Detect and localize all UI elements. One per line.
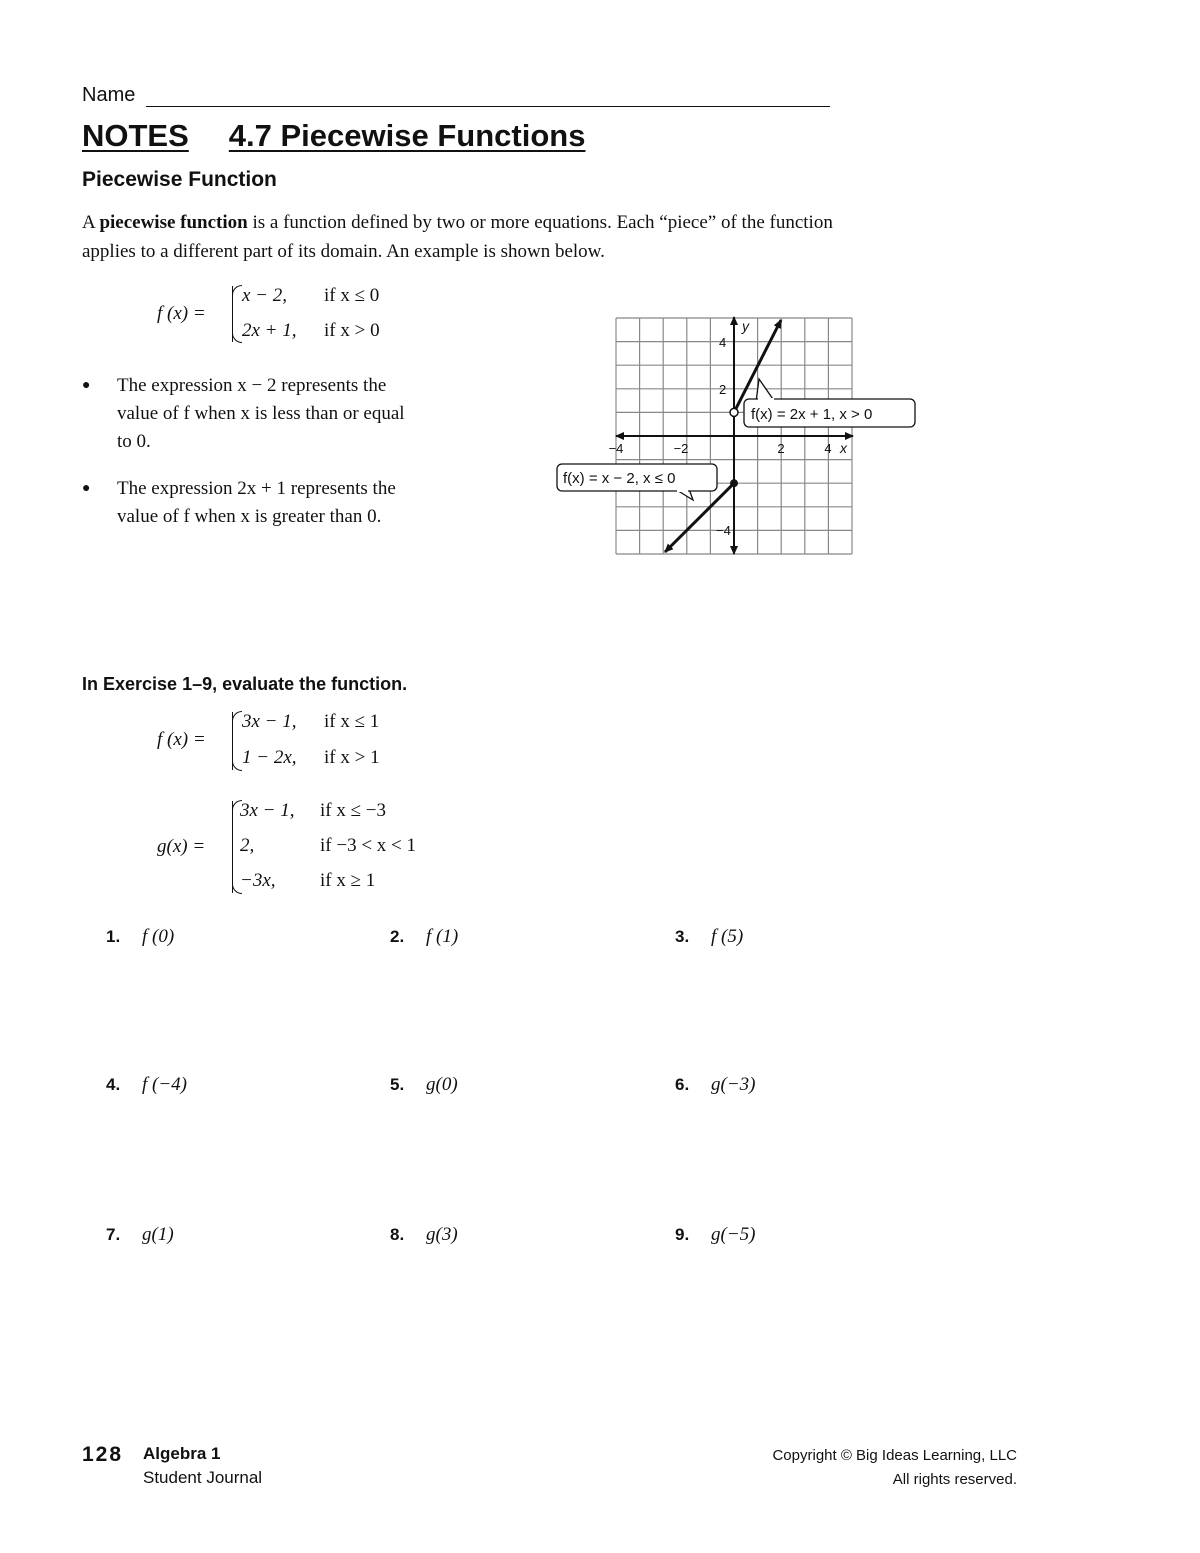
callout-right — [744, 379, 915, 427]
x-tick-label: 2 — [777, 441, 785, 456]
exercise-expression: g(3) — [426, 1224, 458, 1245]
x-axis-label: x — [840, 440, 847, 456]
intro-prefix: A — [82, 212, 100, 233]
exercise-instructions: In Exercise 1–9, evaluate the function. — [82, 674, 408, 694]
exercise-number: 6. — [675, 1075, 690, 1094]
x-tick-label: 4 — [824, 441, 832, 456]
bullet-dot: ● — [82, 481, 91, 496]
bullet-text: The expression 2x + 1 represents the value of f when x is greater than 0. — [117, 478, 396, 527]
example-lhs: f (x) = — [157, 303, 206, 324]
f-lhs: f (x) = — [157, 729, 206, 750]
f-case-2-cond: if x > 1 — [324, 747, 380, 768]
y-tick-label: −4 — [716, 523, 731, 538]
exercise-expression: g(1) — [142, 1224, 174, 1245]
f-case-1-expr: 3x − 1, — [242, 711, 297, 732]
copyright-block — [772, 1444, 1017, 1492]
exercise-item-4 — [106, 1074, 187, 1096]
example-case-1-expr: x − 2, — [242, 285, 288, 306]
page-number: 128 — [82, 1443, 124, 1466]
book-title: Algebra 1 — [143, 1444, 221, 1463]
f-case-2-expr: 1 − 2x, — [242, 747, 297, 768]
graph-axes — [616, 317, 853, 554]
exercise-item-7 — [106, 1224, 174, 1246]
exercise-number: 1. — [106, 927, 121, 946]
name-blank-line[interactable] — [146, 106, 830, 107]
y-tick-label: 4 — [719, 335, 727, 350]
g-lhs: g(x) = — [157, 836, 206, 857]
exercise-item-9 — [675, 1224, 755, 1246]
exercise-item-6 — [675, 1074, 755, 1096]
callout-left-text: f(x) = x − 2, x ≤ 0 — [563, 470, 676, 487]
g-case-1-cond: if x ≤ −3 — [320, 800, 386, 821]
graph-tick-labels — [609, 318, 848, 538]
exercise-number: 9. — [675, 1225, 690, 1244]
bullet-item-1 — [82, 372, 412, 462]
section-heading: Piecewise Function — [82, 168, 277, 191]
closed-endpoint — [730, 479, 738, 487]
line-piece-x-minus-2 — [665, 483, 734, 552]
exercise-item-2 — [390, 926, 458, 948]
open-endpoint — [730, 408, 738, 416]
g-case-2-cond: if −3 < x < 1 — [320, 835, 417, 856]
exercise-item-5 — [390, 1074, 458, 1096]
exercise-expression: f (1) — [426, 926, 459, 947]
exercise-number: 7. — [106, 1225, 121, 1244]
exercise-item-1 — [106, 926, 174, 948]
exercise-number: 4. — [106, 1075, 121, 1094]
rights-text: All rights reserved. — [892, 1471, 1017, 1488]
example-case-2-expr: 2x + 1, — [242, 320, 297, 341]
x-tick-label: −4 — [608, 441, 624, 456]
copyright-text: Copyright © Big Ideas Learning, LLC — [772, 1447, 1017, 1464]
bullet-dot: ● — [82, 378, 91, 393]
y-tick-label: 2 — [719, 382, 727, 397]
exercise-number: 2. — [390, 927, 405, 946]
book-info — [143, 1442, 262, 1490]
exercise-expression: f (5) — [711, 926, 744, 947]
exercise-item-3 — [675, 926, 743, 948]
exercise-expression: f (−4) — [142, 1074, 188, 1095]
exercise-expression: g(−5) — [711, 1224, 756, 1245]
bullet-text: The expression x − 2 represents the value of f when x is less than or equal to 0. — [117, 375, 405, 452]
page-title — [82, 118, 585, 154]
exercise-number: 5. — [390, 1075, 405, 1094]
exercise-expression: f (0) — [142, 926, 175, 947]
exercise-number: 8. — [390, 1225, 405, 1244]
title-topic: 4.7 Piecewise Functions — [228, 118, 586, 153]
g-case-3-expr: −3x, — [240, 870, 276, 891]
intro-rest: is a function defined by two or more equations. Each “piece” of the function applies to a different part of its domain. An example is shown below. — [82, 212, 833, 262]
g-case-3-cond: if x ≥ 1 — [320, 870, 376, 891]
callout-right-text: f(x) = 2x + 1, x > 0 — [751, 406, 873, 423]
example-case-1-cond: if x ≤ 0 — [324, 285, 380, 306]
exercise-item-8 — [390, 1224, 458, 1246]
f-case-1-cond: if x ≤ 1 — [324, 711, 380, 732]
g-case-1-expr: 3x − 1, — [240, 800, 295, 821]
title-notes: NOTES — [82, 118, 189, 153]
g-case-2-expr: 2, — [240, 835, 255, 856]
exercise-number: 3. — [675, 927, 690, 946]
name-label: Name — [82, 84, 136, 106]
intro-term: piecewise function — [99, 212, 248, 233]
intro-paragraph — [82, 208, 842, 266]
example-graph — [553, 312, 923, 562]
exercise-expression: g(−3) — [711, 1074, 756, 1095]
x-tick-label: −2 — [673, 441, 689, 456]
bullet-item-2 — [82, 475, 412, 565]
callout-left — [557, 464, 717, 500]
example-case-2-cond: if x > 0 — [324, 320, 380, 341]
exercise-expression: g(0) — [426, 1074, 458, 1095]
book-subtitle: Student Journal — [143, 1468, 263, 1487]
y-axis-label: y — [742, 318, 749, 334]
